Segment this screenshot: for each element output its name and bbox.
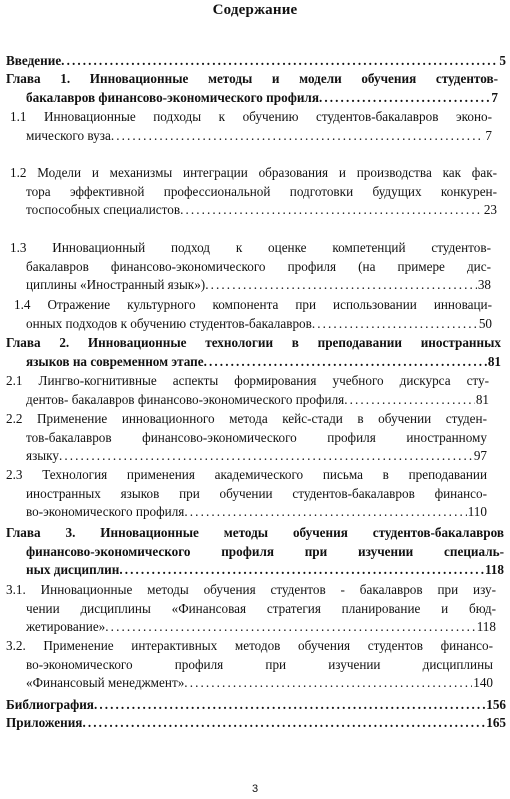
- dot-leader: [105, 618, 475, 637]
- toc-entry: [0, 466, 510, 522]
- dot-leader: [119, 561, 484, 580]
- toc-entry: [0, 164, 510, 220]
- page-number: 3: [251, 783, 259, 795]
- toc-entry-line: финансово-экономического профиля при изучении специаль-: [26, 543, 504, 559]
- toc-page-number: 50: [478, 315, 492, 331]
- toc-entry-line: 1.2 Модели и механизмы интеграции образования и производства как фак-: [10, 165, 497, 180]
- toc-entry: [0, 239, 510, 295]
- dot-leader: [204, 353, 487, 372]
- toc-entry: [0, 334, 510, 371]
- dot-leader: [82, 714, 485, 733]
- toc-entry: [0, 70, 510, 107]
- toc-entry-line: 1.3 Инновационный подход к оценке компетенций студентов-: [10, 240, 491, 255]
- toc-entry-title: жетирование»: [26, 619, 106, 635]
- toc-entry-title: ных дисциплин: [26, 562, 120, 578]
- toc-entry-title: мического вуза: [26, 127, 111, 143]
- toc-entry-title: «Финансовый менеджмент»: [26, 675, 185, 691]
- toc-entry-line: во-экономического профиля при изучении дисциплины: [26, 656, 493, 672]
- toc-entry: [0, 296, 510, 333]
- toc-entry-title: дентов- бакалавров финансово-экономического профиля: [26, 391, 345, 407]
- toc-entry-title: языку: [26, 448, 59, 464]
- toc-page-number: 38: [477, 277, 491, 293]
- toc-entry-line: Глава 3. Инновационные методы обучения студентов-бакалавров: [6, 525, 504, 540]
- toc-entry-title: онных подходов к обучению студентов-бакалавров: [26, 315, 312, 331]
- dot-leader: [184, 503, 466, 522]
- toc-entry: [0, 696, 510, 715]
- toc-entry-title: во-экономического профиля: [26, 504, 185, 520]
- dot-leader: [94, 696, 485, 715]
- dot-leader: [180, 201, 483, 220]
- toc-page-number: 81: [475, 391, 489, 407]
- dot-leader: [205, 276, 477, 295]
- toc-entry-line: 1.1 Инновационные подходы к обучению студентов-бакалавров эконо-: [10, 109, 492, 124]
- toc-page-number: 165: [486, 715, 506, 730]
- toc-page-number: 81: [487, 353, 501, 369]
- toc-entry-line: 1.4 Отражение культурного компонента при использовании инноваци-: [14, 297, 492, 312]
- toc-entry: [0, 581, 510, 637]
- toc-entry-title: тоспособных специалистов: [26, 202, 181, 218]
- dot-leader: [184, 674, 472, 693]
- toc-entry-line: тора эффективной профессиональной подготовки будущих конкурен-: [26, 183, 497, 199]
- toc-entry: [0, 714, 510, 733]
- dot-leader: [61, 52, 498, 71]
- dot-leader: [111, 127, 485, 146]
- toc-page-number: 156: [486, 697, 506, 712]
- toc-page-number: 23: [483, 202, 497, 218]
- toc-entry-line: Глава 1. Инновационные методы и модели обучения студентов-: [6, 71, 498, 86]
- toc-entry-line: 2.1 Лингво-когнитивные аспекты формирования учебного дискурса сту-: [6, 373, 489, 388]
- toc-entry-line: 3.2. Применение интерактивных методов обучения студентов финансо-: [6, 638, 493, 653]
- toc-entry-title: Библиография: [6, 697, 94, 712]
- toc-page-number: 110: [467, 504, 487, 520]
- toc-page-number: 5: [499, 53, 506, 68]
- toc-entry-title: языков на современном этапе: [26, 353, 204, 369]
- toc-entry: [0, 637, 510, 693]
- dot-leader: [319, 89, 490, 108]
- toc-page-number: 7: [485, 127, 492, 143]
- toc-entry: [0, 524, 510, 580]
- toc-entry-line: тов-бакалавров финансово-экономического профиля иностранному: [26, 429, 487, 445]
- toc-entry-line: чении дисциплины «Финансовая стратегия планирование и бюд-: [26, 600, 496, 616]
- dot-leader: [344, 391, 475, 410]
- toc-entry-line: бакалавров финансово-экономического профиля (на примере дис-: [26, 258, 491, 274]
- toc-entry-title: Введение: [6, 53, 62, 68]
- dot-leader: [59, 447, 473, 466]
- toc-entry-title: бакалавров финансово-экономического профиля: [26, 89, 319, 105]
- dot-leader: [312, 315, 478, 334]
- toc-entry: [0, 372, 510, 409]
- toc-entry-line: 2.3 Технология применения академического письма в преподавании: [6, 467, 487, 482]
- toc-page-number: 140: [473, 675, 493, 691]
- toc-entry-line: 3.1. Инновационные методы обучения студентов - бакалавров при изу-: [6, 582, 496, 597]
- toc-entry-title: Приложения: [6, 715, 83, 730]
- toc-entry-title: циплины «Иностранный язык»): [26, 277, 206, 293]
- toc-page-number: 118: [484, 562, 504, 578]
- toc-entry-line: 2.2 Применение инновационного метода кейс-стади в обучении студен-: [6, 411, 487, 426]
- toc-page-number: 118: [476, 619, 496, 635]
- toc-page-number: 97: [473, 448, 487, 464]
- toc-entry: [0, 52, 510, 71]
- toc-entry-line: Глава 2. Инновационные технологии в преподавании иностранных: [6, 335, 501, 350]
- page-title: Содержание: [212, 2, 298, 18]
- toc-page-number: 7: [491, 89, 498, 105]
- toc-entry: [0, 108, 510, 145]
- toc-entry-line: иностранных языков при обучении студентов-бакалавров финансо-: [26, 485, 487, 501]
- toc-entry: [0, 410, 510, 466]
